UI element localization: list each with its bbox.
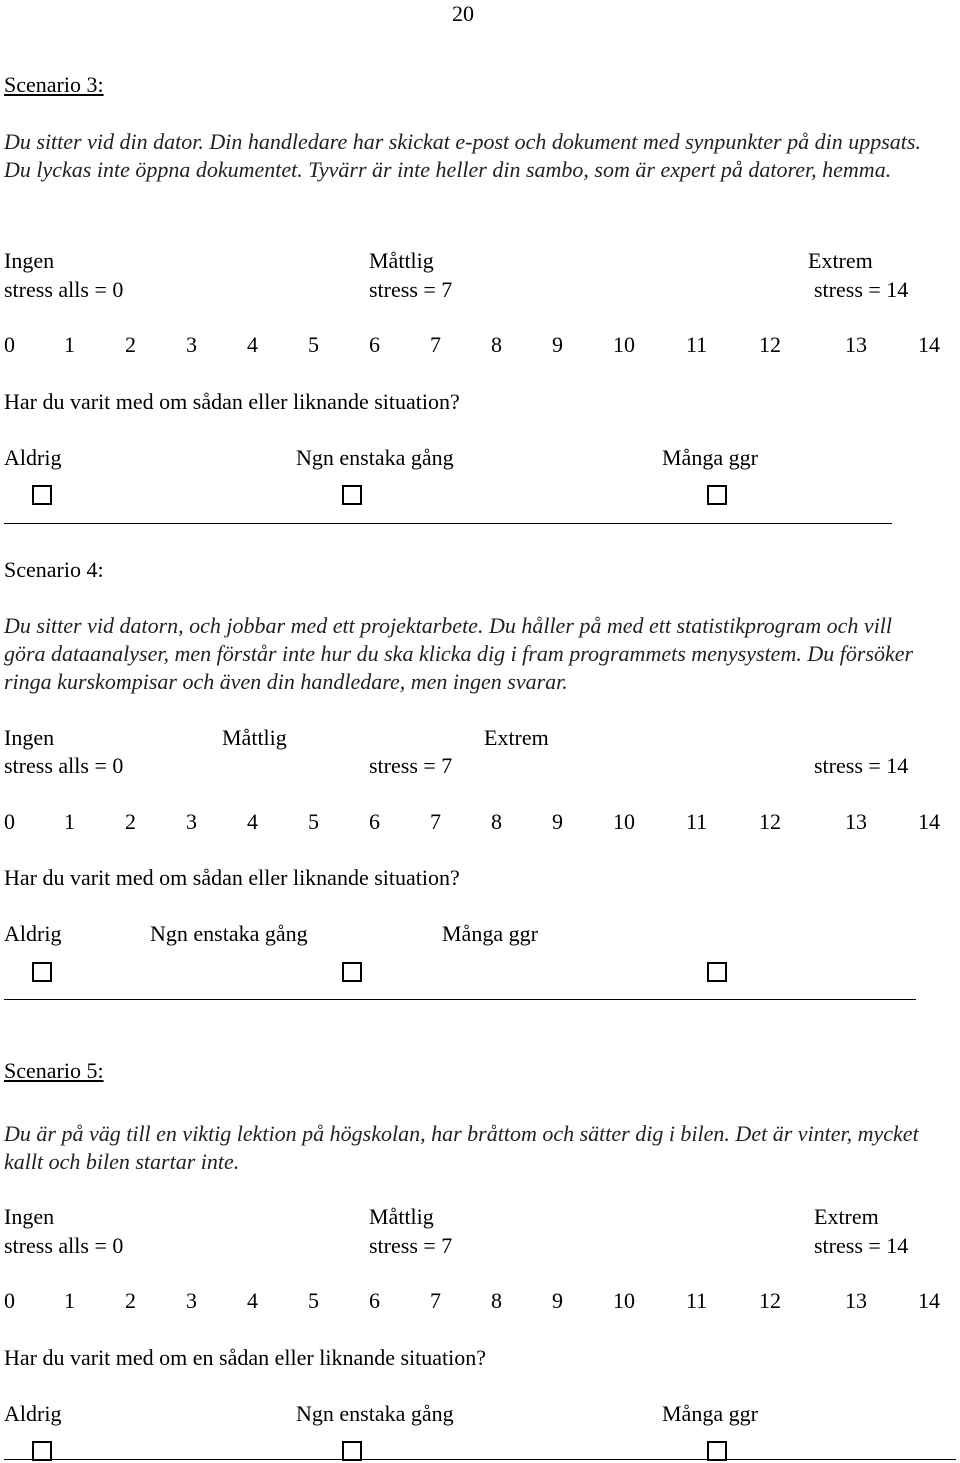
scale-number-0: 0 — [4, 1288, 15, 1313]
scale-number-4: 4 — [247, 332, 258, 357]
option-many-label: Många ggr — [662, 445, 758, 470]
divider — [4, 523, 892, 524]
option-sometimes-label: Ngn enstaka gång — [296, 445, 454, 470]
scale-number-13: 13 — [845, 1288, 867, 1313]
checkbox-never[interactable] — [32, 962, 52, 982]
checkbox-sometimes[interactable] — [342, 962, 362, 982]
scale-high-label: Extrem — [484, 725, 549, 750]
scale-low-label: Ingen — [4, 1204, 55, 1229]
scale-number-5: 5 — [308, 1288, 319, 1313]
option-many-label: Många ggr — [442, 921, 538, 946]
scenario-4-text: Du sitter vid datorn, och jobbar med ett projektarbete. Du håller på med ett statistikprogram och vill göra dataanalyser, men förstår inte hur du ska klicka dig i fram programmets menysystem. Du försöker ringa kurskompisar och även din handledare, men ingen svarar. — [4, 613, 914, 694]
divider — [4, 1459, 956, 1460]
scale-high-label: Extrem — [808, 248, 873, 273]
scale-number-7: 7 — [430, 1288, 441, 1313]
scale-number-6: 6 — [369, 332, 380, 357]
checkbox-many[interactable] — [707, 485, 727, 505]
scale-high-value: stress = 14 — [814, 1233, 909, 1258]
scale-number-3: 3 — [186, 1288, 197, 1313]
checkbox-many[interactable] — [707, 1441, 727, 1461]
scale-low-value: stress alls = 0 — [4, 277, 124, 302]
experience-question: Har du varit med om en sådan eller liknande situation? — [4, 1345, 487, 1370]
scale-number-4: 4 — [247, 1288, 258, 1313]
divider — [4, 999, 916, 1000]
scale-high-value: stress = 14 — [814, 277, 909, 302]
scale-number-8: 8 — [491, 1288, 502, 1313]
option-sometimes-label: Ngn enstaka gång — [150, 921, 308, 946]
checkbox-never[interactable] — [32, 1441, 52, 1461]
scale-number-6: 6 — [369, 809, 380, 834]
scale-low-value: stress alls = 0 — [4, 753, 124, 778]
scale-mid-value: stress = 7 — [369, 277, 453, 302]
option-never-label: Aldrig — [4, 445, 62, 470]
scale-number-6: 6 — [369, 1288, 380, 1313]
scale-number-1: 1 — [64, 809, 75, 834]
scenario-3-heading: Scenario 3: — [4, 72, 104, 97]
scale-number-11: 11 — [686, 1288, 708, 1313]
scale-mid-value: stress = 7 — [369, 1233, 453, 1258]
scale-mid-label: Måttlig — [222, 725, 287, 750]
scale-high-value: stress = 14 — [814, 753, 909, 778]
scale-number-13: 13 — [845, 332, 867, 357]
scale-number-2: 2 — [125, 809, 136, 834]
scale-number-3: 3 — [186, 332, 197, 357]
scenario-3-text: Du sitter vid din dator. Din handledare har skickat e-post och dokument med synpunkter på din uppsats. Du lyckas inte öppna dokumentet. Tyvärr är inte heller din sambo, som är expert på datorer, hemma. — [4, 129, 921, 182]
scale-number-10: 10 — [613, 332, 635, 357]
scale-number-9: 9 — [552, 332, 563, 357]
scale-mid-label: Måttlig — [369, 248, 434, 273]
scale-low-value: stress alls = 0 — [4, 1233, 124, 1258]
scale-number-9: 9 — [552, 1288, 563, 1313]
scale-number-7: 7 — [430, 332, 441, 357]
scale-low-label: Ingen — [4, 248, 55, 273]
page-number: 20 — [452, 1, 474, 26]
scale-number-8: 8 — [491, 809, 502, 834]
scale-number-0: 0 — [4, 809, 15, 834]
scale-number-7: 7 — [430, 809, 441, 834]
checkbox-many[interactable] — [707, 962, 727, 982]
scale-number-0: 0 — [4, 332, 15, 357]
option-never-label: Aldrig — [4, 921, 62, 946]
scale-number-5: 5 — [308, 332, 319, 357]
checkbox-never[interactable] — [32, 485, 52, 505]
scale-number-8: 8 — [491, 332, 502, 357]
checkbox-sometimes[interactable] — [342, 485, 362, 505]
scale-number-11: 11 — [686, 809, 708, 834]
scale-number-13: 13 — [845, 809, 867, 834]
scale-number-10: 10 — [613, 1288, 635, 1313]
experience-question: Har du varit med om sådan eller liknande situation? — [4, 865, 460, 890]
scale-number-12: 12 — [759, 809, 781, 834]
option-many-label: Många ggr — [662, 1401, 758, 1426]
scale-number-12: 12 — [759, 1288, 781, 1313]
experience-question: Har du varit med om sådan eller liknande situation? — [4, 389, 460, 414]
scale-number-14: 14 — [918, 1288, 940, 1313]
scenario-4-heading: Scenario 4: — [4, 557, 104, 582]
scenario-5-heading: Scenario 5: — [4, 1058, 104, 1083]
scale-number-14: 14 — [918, 332, 940, 357]
scale-number-1: 1 — [64, 1288, 75, 1313]
scale-number-14: 14 — [918, 809, 940, 834]
scale-number-2: 2 — [125, 1288, 136, 1313]
option-sometimes-label: Ngn enstaka gång — [296, 1401, 454, 1426]
checkbox-sometimes[interactable] — [342, 1441, 362, 1461]
scale-number-3: 3 — [186, 809, 197, 834]
scale-number-5: 5 — [308, 809, 319, 834]
scale-high-label: Extrem — [814, 1204, 879, 1229]
scale-mid-value: stress = 7 — [369, 753, 453, 778]
scale-number-2: 2 — [125, 332, 136, 357]
scenario-5-text: Du är på väg till en viktig lektion på högskolan, har bråttom och sätter dig i bilen. Det är vinter, mycket kallt och bilen startar inte. — [4, 1121, 919, 1174]
scale-number-9: 9 — [552, 809, 563, 834]
scale-number-12: 12 — [759, 332, 781, 357]
scale-mid-label: Måttlig — [369, 1204, 434, 1229]
option-never-label: Aldrig — [4, 1401, 62, 1426]
scale-number-11: 11 — [686, 332, 708, 357]
scale-number-10: 10 — [613, 809, 635, 834]
scale-low-label: Ingen — [4, 725, 55, 750]
scale-number-4: 4 — [247, 809, 258, 834]
scale-number-1: 1 — [64, 332, 75, 357]
